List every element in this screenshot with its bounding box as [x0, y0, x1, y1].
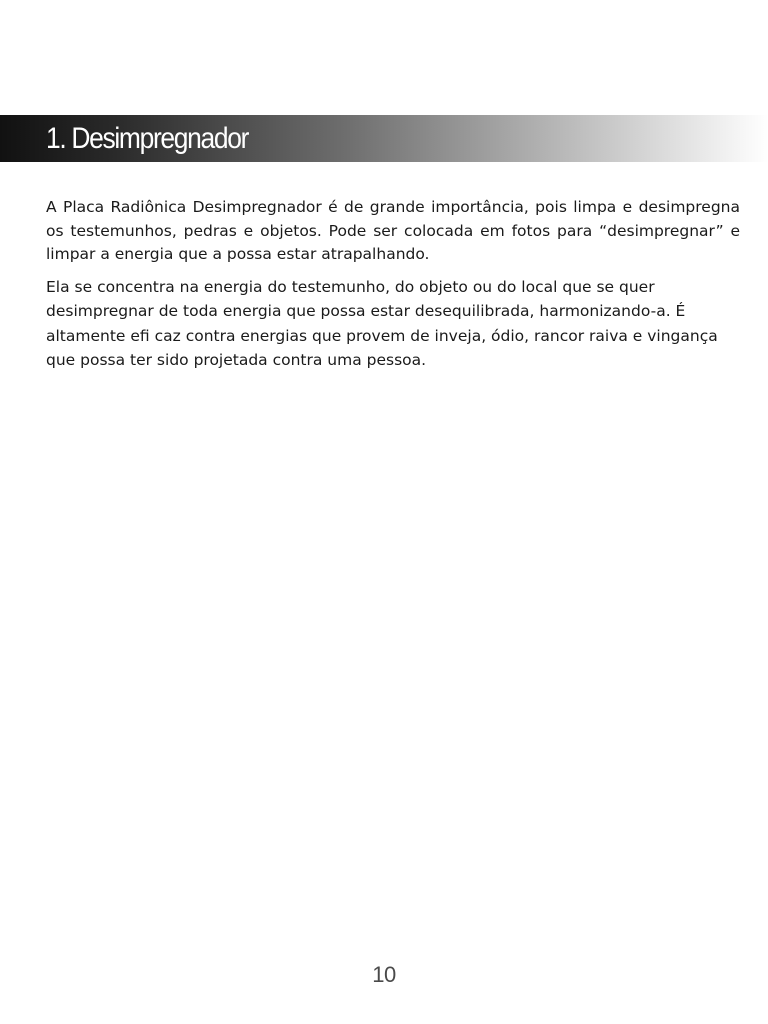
page-number: 10 — [372, 962, 396, 987]
body-text — [46, 196, 740, 373]
paragraph: A Placa Radiônica Desimpregnador é de grande importância, pois limpa e desimpregna os testemunhos, pedras e objetos. Pode ser colocada em fotos para “desimpregnar” e limpar a energia que a possa estar atrapalhando. — [46, 198, 740, 263]
section-heading-band — [0, 115, 768, 162]
paragraph: Ela se concentra na energia do testemunho, do objeto ou do local que se quer desimpregnar de toda energia que possa estar desequilibrada, harmonizando-a. É altamente efi caz contra energias que provem de inveja, ódio, rancor raiva e vingança que possa ter sido projetada contra uma pessoa. — [46, 277, 718, 369]
section-title: 1. Desimpregnador — [46, 122, 249, 155]
